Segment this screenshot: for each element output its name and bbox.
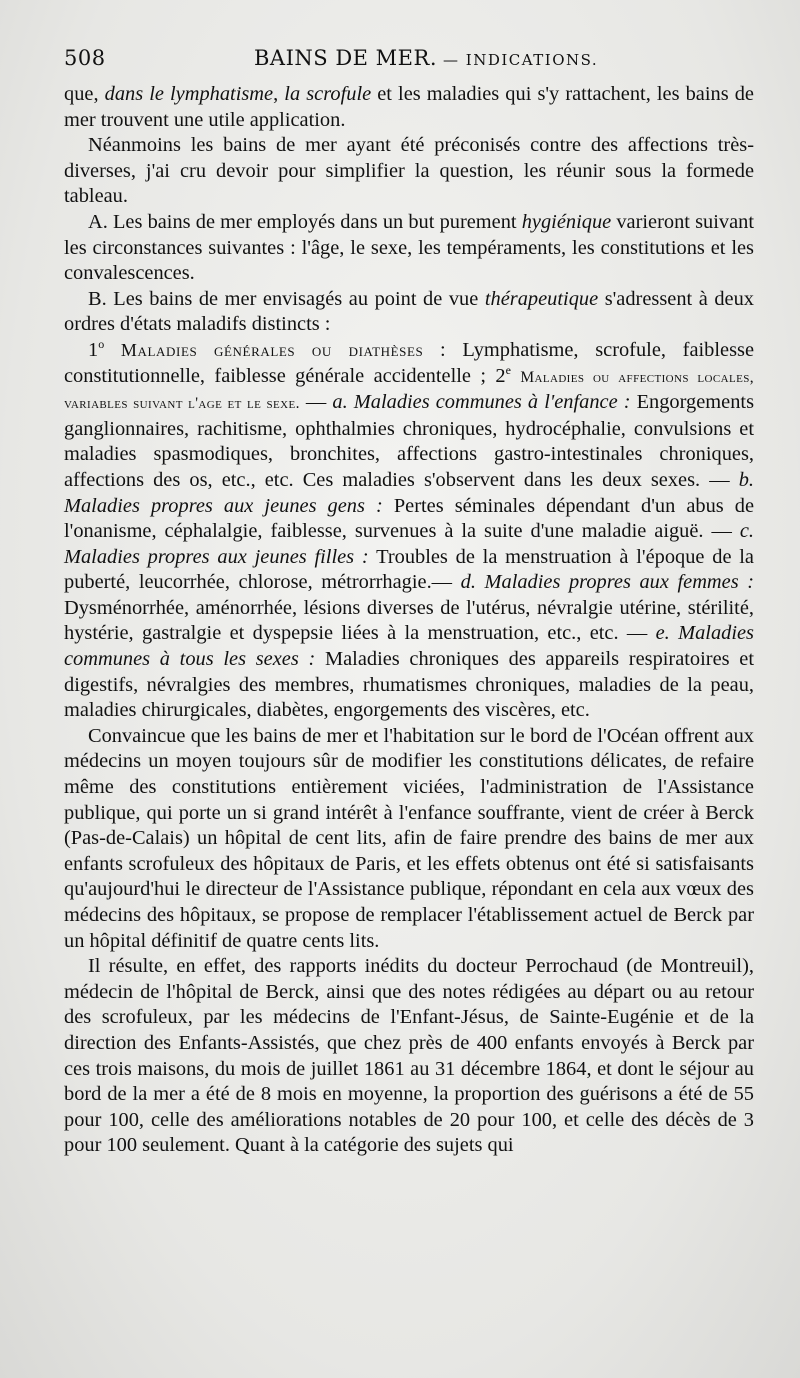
text-run: Néanmoins les bains de mer ayant été préconisés contre des affections très-diverses, j'ai cru devoir pour simplifier la question, les réunir sous la formede tableau. [64, 134, 754, 208]
text-run: — [299, 391, 333, 414]
text-run: Maladies chroniques des appareils respiratoires et digestifs, névralgies des membres, rhumatismes chroniques, maladies de la peau, maladies chirurgicales, diabètes, engorgements des viscères, etc. [64, 648, 754, 722]
text-run: que, [64, 83, 105, 105]
text-run: Engorgements ganglionnaires, rachitisme, ophthalmies chroniques, hydrocéphalie, convulsions et maladies spasmodiques, bronchites, affections gastro-intestinales chroniques, affections des os, etc., etc. Ces maladies s'observent dans les deux sexes. — [64, 391, 754, 491]
text-run: et les maladies qui s'y rattachent, les bains de mer trouvent une utile application. [64, 83, 754, 131]
text-run: Maladies ou affections locales, variables suivant l'age et le sexe. [64, 368, 754, 413]
text-run: a. Maladies communes à l'enfance : [332, 391, 631, 414]
text-run: B. Les bains de mer envisagés au point de vue [88, 287, 485, 310]
running-subtitle: — INDICATIONS. [443, 51, 599, 69]
text-run: Dysménorrhée, aménorrhée, lésions diverses de l'utérus, névralgie utérine, stérilité, hystérie, gastralgie et dyspepsie liées à la menstruation, etc., etc. — [64, 596, 754, 645]
paragraph [64, 954, 754, 1159]
body-text [64, 82, 754, 1159]
running-head [64, 46, 754, 76]
text-run: e. Maladies communes à tous les sexes : [64, 622, 754, 671]
text-run: varieront suivant les circonstances suivantes : l'âge, le sexe, les tempéraments, les constitutions et les convalescences. [64, 210, 755, 285]
text-run: hygiénique [521, 210, 612, 233]
text-run [104, 339, 121, 361]
text-run: 1 [88, 338, 99, 361]
text-run: s'adressent à deux ordres d'états maladifs distincts : [64, 287, 754, 336]
text-run: Convaincue que les bains de mer et l'habitation sur le bord de l'Océan offrent aux médecins un moyen toujours sûr de modifier les constitutions délicates, de refaire même des constitutions entièrement viciées, l'administration de l'Assistance publique, qui porte un si grand intérêt à l'enfance souffrante, vient de créer à Berck (Pas-de-Calais) un hôpital de cent lits, afin de faire prendre des bains de mer aux enfants scrofuleux des hôpitaux de Paris, et les effets obtenus ont été si satisfaisants qu'aujourd'hui le directeur de l'Assistance publique, répondant en cela aux vœux des médecins des hôpitaux, se propose de remplacer l'établissement actuel de Berck par un hôpital définitif de quatre cents lits. [64, 724, 754, 952]
text-run: : Lymphatisme, scrofule, faiblesse constitutionnelle, faiblesse générale accidentelle ; 2 [64, 338, 755, 387]
running-title: BAINS DE MER. [254, 46, 437, 70]
text-run: Troubles de la menstruation à l'époque de la puberté, leucorrhée, chlorose, métrorrhagie.— [64, 545, 754, 594]
text-run: , [273, 83, 285, 105]
paragraph [64, 338, 754, 724]
text-run: Pertes séminales dépendant d'un abus de l'onanisme, céphalalgie, faiblesse, survenues à la suite d'une maladie aiguë. — [64, 494, 754, 543]
page-number: 508 [64, 46, 106, 70]
paragraph [64, 210, 754, 287]
paragraph [64, 287, 754, 338]
text-run: e [505, 362, 511, 377]
paragraph [64, 82, 754, 133]
text-run: Il résulte, en effet, des rapports inédits du docteur Perrochaud (de Montreuil), médecin de l'hôpital de Berck, ainsi que des notes rédigées au départ ou au retour des scrofuleux, par les médecins de l'Enfant-Jésus, de Sainte-Eugénie et de la direction des Enfants-Assistés, que chez près de 400 enfants envoyés à Berck par ces trois maisons, du mois de juillet 1861 au 31 décembre 1864, et dont le séjour au bord de la mer a été de 8 mois en moyenne, la proportion des guérisons a été de 55 pour 100, celle des améliorations notables de 20 pour 100, et celle des décès de 3 pour 100 seulement. Quant à la catégorie des sujets qui [64, 955, 754, 1157]
text-run: d. Maladies propres aux femmes : [460, 571, 754, 594]
text-run: dans le lymphatisme [104, 83, 274, 105]
text-run [511, 365, 520, 387]
paragraph [64, 724, 754, 954]
text-run: la scrofule [284, 83, 372, 105]
text-run: o [98, 337, 105, 352]
text-run: A. Les bains de mer employés dans un but purement [88, 210, 522, 233]
paragraph [64, 133, 754, 210]
text-run: c. Maladies propres aux jeunes filles : [64, 520, 754, 568]
text-run: thérapeutique [484, 287, 599, 310]
text-run: Maladies générales ou diathèses [120, 339, 424, 360]
text-run: b. Maladies propres aux jeunes gens : [64, 468, 754, 517]
